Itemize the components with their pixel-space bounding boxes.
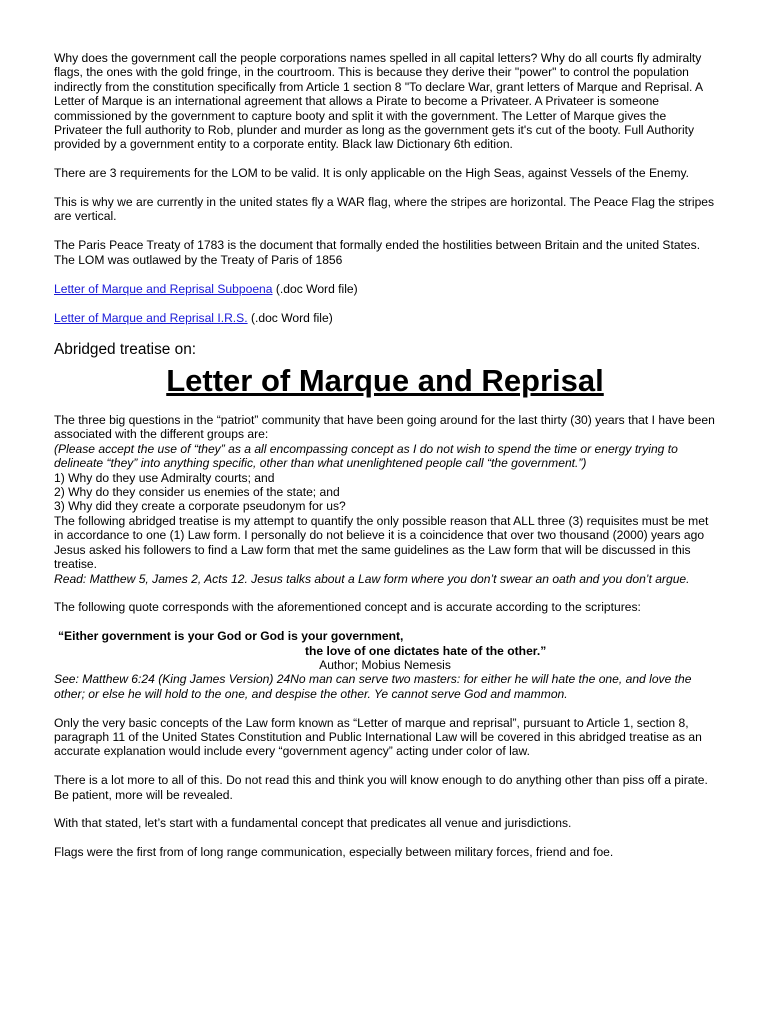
paragraph-war-flag: This is why we are currently in the united states fly a WAR flag, where the stripes are horizontal. The Peace Flag the stripes are vertical. [54, 195, 715, 224]
following-quote: The following quote corresponds with the aforementioned concept and is accurate according to the scriptures: [54, 600, 641, 615]
with-that-stated: With that stated, let’s start with a fundamental concept that predicates all venue and jurisdictions. [54, 816, 572, 831]
treatise-read: Read: Matthew 5, James 2, Acts 12. Jesus talks about a Law form where you don’t swear an oath and you don’t argue. [54, 571, 690, 586]
paragraph-paris-treaty: The Paris Peace Treaty of 1783 is the document that formally ended the hostilities between Britain and the united States. The LOM was outlawed by the Treaty of Paris of 1856 [54, 238, 701, 267]
quote-line-2: the love of one dictates hate of the other.” [305, 643, 547, 658]
abridged-label: Abridged treatise on: [54, 341, 197, 359]
paragraph-lom-requirements: There are 3 requirements for the LOM to be valid. It is only applicable on the High Seas, against Vessels of the Enemy. [54, 166, 690, 181]
quote-line-1: “Either government is your God or God is your government, [58, 629, 404, 644]
see-matthew: See: Matthew 6:24 (King James Version) 24No man can serve two masters: for either he will hate the one, and love the other; or else he will hold to the one, and despise the other. Ye cannot serve God and mammon. [54, 672, 692, 701]
treatise-intro: The three big questions in the “patriot” community that have been going around for the last thirty (30) years that I have been associated with the different groups are: [54, 413, 715, 442]
more-to-this: There is a lot more to all of this. Do not read this and think you will know enough to do anything other than piss off a pirate. Be patient, more will be revealed. [54, 773, 708, 802]
question-3: 3) Why did they create a corporate pseudonym for us? [54, 499, 346, 514]
question-2: 2) Why do they consider us enemies of the state; and [54, 485, 340, 500]
link-row-irs [54, 311, 716, 325]
subpoena-doc-suffix: (.doc Word file) [272, 281, 358, 296]
treatise-attempt: The following abridged treatise is my attempt to quantify the only possible reason that ALL three (3) requisites must be met in accordance to one (1) Law form. I personally do not believe it is a coincidence that over two thousand (2000) years ago Jesus asked his followers to find a Law form that met the same guidelines as the Law form that will be discussed in this treatise. [54, 513, 709, 572]
treatise-title: Letter of Marque and Reprisal [166, 363, 604, 399]
subpoena-doc-link[interactable]: Letter of Marque and Reprisal Subpoena [54, 281, 273, 296]
only-basic-concepts: Only the very basic concepts of the Law form known as “Letter of marque and reprisal”, pursuant to Article 1, section 8, paragraph 11 of the United States Constitution and Public International Law will be covered in this abridged treatise as an accurate explanation would include every “government agency” acting under color of law. [54, 715, 702, 759]
question-1: 1) Why do they use Admiralty courts; and [54, 470, 275, 485]
quote-author: Author; Mobius Nemesis [319, 657, 451, 672]
flags-paragraph: Flags were the first from of long range communication, especially between military forces, friend and foe. [54, 845, 614, 860]
document-body [54, 51, 716, 860]
irs-doc-link[interactable]: Letter of Marque and Reprisal I.R.S. [54, 310, 248, 325]
irs-doc-suffix: (.doc Word file) [247, 310, 333, 325]
treatise-note: (Please accept the use of “they” as a all encompassing concept as I do not wish to spend the time or energy trying to delineate “they” into anything specific, other than what unenlightened people call “the government.”) [54, 441, 678, 471]
link-row-subpoena [54, 282, 716, 296]
paragraph-capital-letters: Why does the government call the people corporations names spelled in all capital letters? Why do all courts fly admiralty flags, the ones with the gold fringe, in the courtroom. This is because they derive their "power" to control the population indirectly from the constitution specifically from Article 1 section 8 "To declare War, grant letters of Marque and Reprisal. A Letter of Marque is an international agreement that allows a Pirate to become a Privateer. A Privateer is someone commissioned by the government to capture booty and split it with the government. The Letter of Marque gives the Privateer the full authority to Rob, plunder and murder as long as the government gets it's cut of the booty. Full Authority provided by a government entity to a corporate entity. Black law Dictionary 6th edition. [54, 51, 703, 152]
